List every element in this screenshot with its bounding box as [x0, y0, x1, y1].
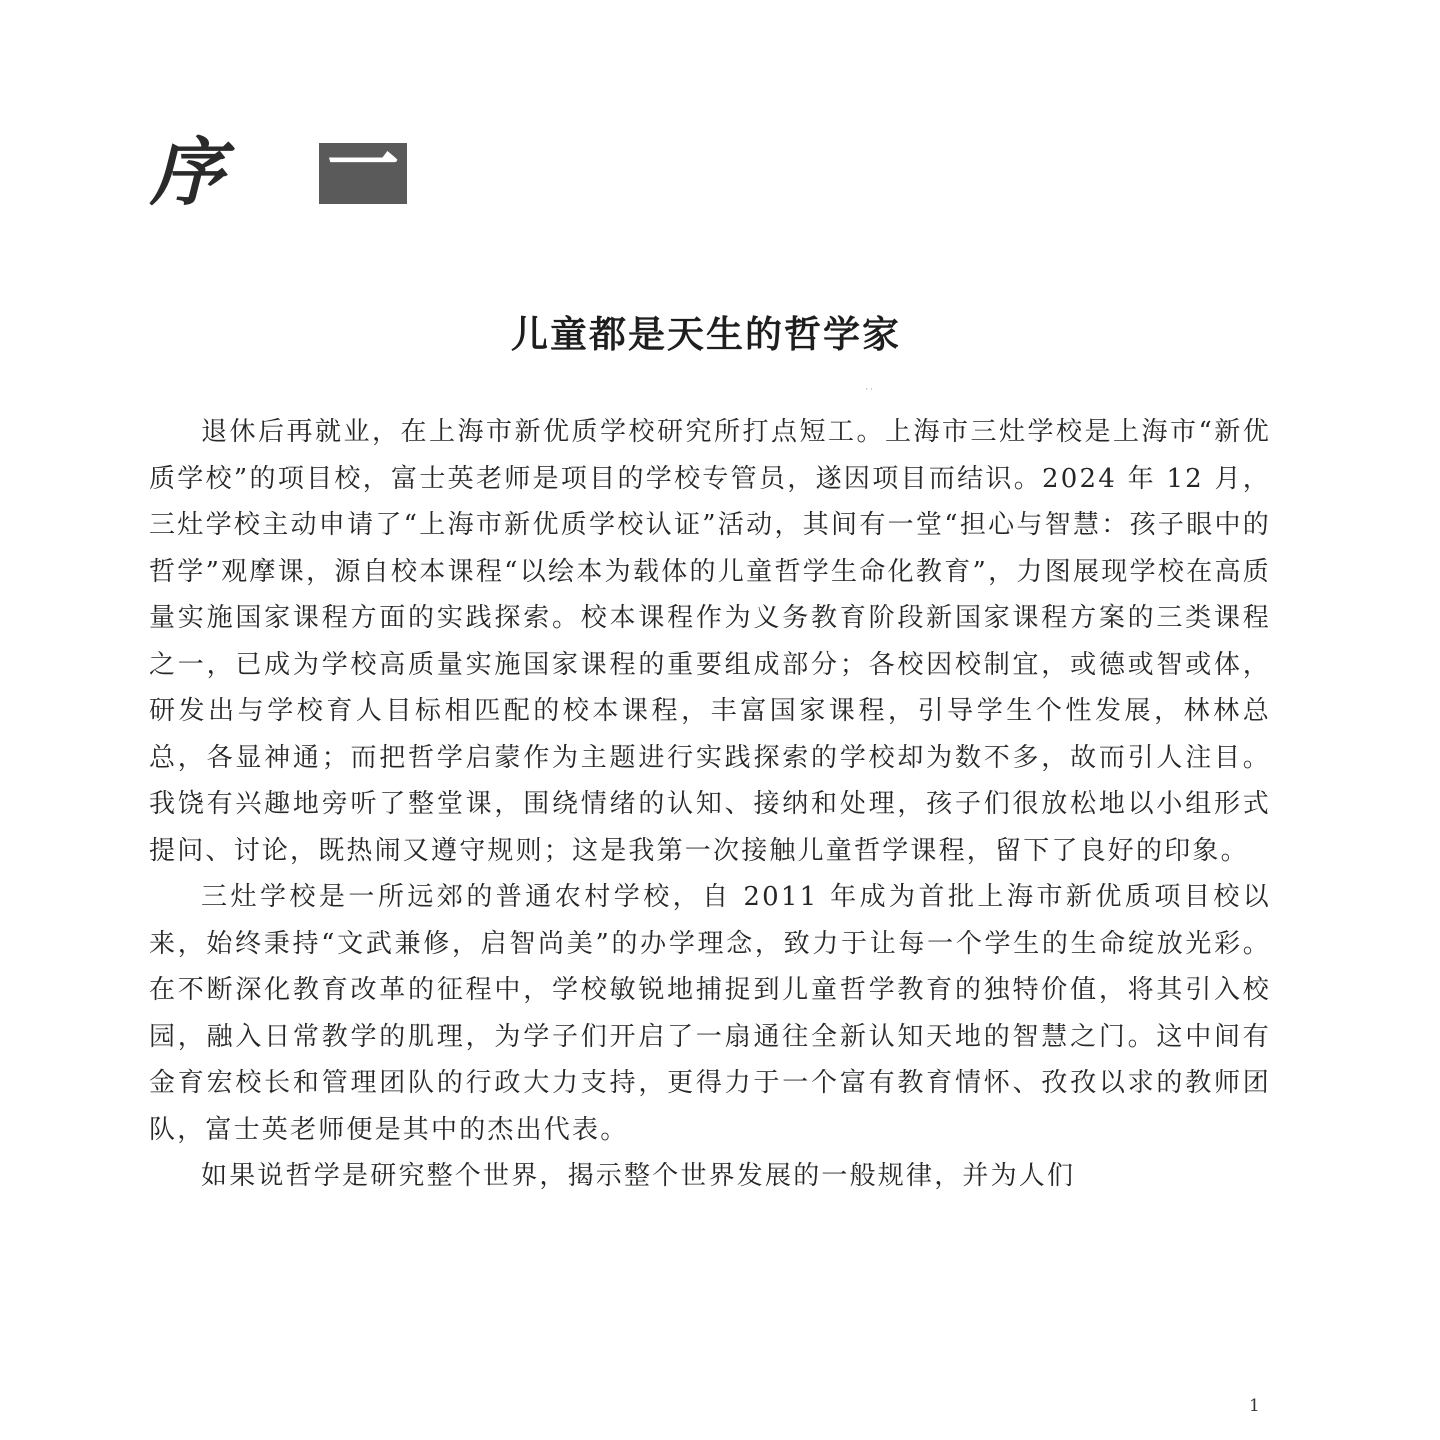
paragraph: 如果说哲学是研究整个世界，揭示整个世界发展的一般规律，并为人们	[201, 1161, 1076, 1191]
chapter-number: 一	[326, 143, 399, 204]
chapter-marker: 序	[150, 130, 224, 216]
chapter-number-box	[319, 143, 407, 204]
scan-speck: ˙˙	[864, 388, 874, 399]
paragraph: 三灶学校是一所远郊的普通农村学校，自 2011 年成为首批上海市新优质项目校以来，始终秉持“文武兼修，启智尚美”的办学理念，致力于让每一个学生的生命绽放光彩。在不断深化教育改革的征程中，学校敏锐地捕捉到儿童哲学教育的独特价值，将其引入校园，融入日常教学的肌理，为学子们开启了一扇通往全新认知天地的智慧之门。这中间有金育宏校长和管理团队的行政大力支持，更得力于一个富有教育情怀、孜孜以求的教师团队，富士英老师便是其中的杰出代表。	[149, 882, 1271, 1145]
paragraph: 退休后再就业，在上海市新优质学校研究所打点短工。上海市三灶学校是上海市“新优质学校”的项目校，富士英老师是项目的学校专管员，遂因项目而结识。2024 年 12 月，三灶学校主动申请了“上海市新优质学校认证”活动，其间有一堂“担心与智慧：孩子眼中的哲学”观摩课，源自校本课程“以绘本为载体的儿童哲学生命化教育”，力图展现学校在高质量实施国家课程方面的实践探索。校本课程作为义务教育阶段新国家课程方案的三类课程之一，已成为学校高质量实施国家课程的重要组成部分；各校因校制宜，或德或智或体，研发出与学校育人目标相匹配的校本课程，丰富国家课程，引导学生个性发展，林林总总，各显神通；而把哲学启蒙作为主题进行实践探索的学校却为数不多，故而引人注目。我饶有兴趣地旁听了整堂课，围绕情绪的认知、接纳和处理，孩子们很放松地以小组形式提问、讨论，既热闹又遵守规则；这是我第一次接触儿童哲学课程，留下了良好的印象。	[149, 417, 1271, 866]
page-number: 1	[1249, 1396, 1260, 1416]
article-body	[149, 409, 1271, 1200]
article-title: 儿童都是天生的哲学家	[511, 312, 901, 356]
